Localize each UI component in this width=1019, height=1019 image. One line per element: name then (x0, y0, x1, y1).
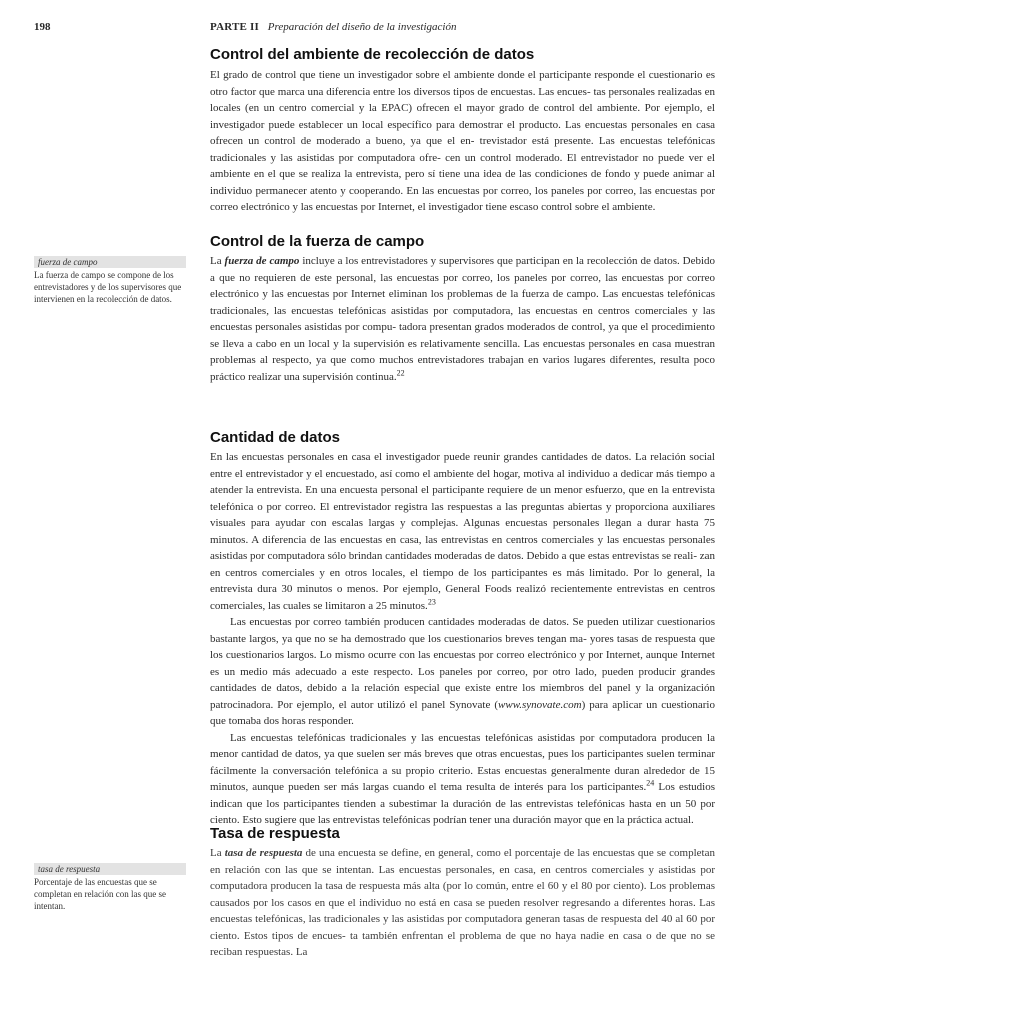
paragraph-text: Los estudios indican que los participantes tienden a subestimar la duración de las entrevistas telefónicas hasta en un 50 por ciento. Esto sugiere que las entrevistas telefónicas podrían tener una duración mayor que en la práctica actual. (210, 781, 716, 826)
margin-note-tasa-de-respuesta (34, 863, 186, 912)
paragraph-text: ) para aplicar un cuestionario que tomaba dos horas responder. (210, 698, 715, 727)
paragraph-text: Las encuestas telefónicas tradicionales y las encuestas telefónicas asistidas por computadora producen la menor cantidad de datos, ya que suelen ser más breves que otras encuestas, pues los participantes suelen terminar fácilmente la conversación telefónica a su propio criterio. Estas encuestas generalmente duran alrededor de 15 minutos, aunque pueden ser más largas cuando el tema resulta de interés para los participantes. (210, 731, 715, 793)
footnote-ref: 24 (646, 778, 655, 788)
section-heading-cantidad-datos: Cantidad de datos (210, 429, 341, 446)
paragraph (210, 253, 715, 385)
margin-note-fuerza-de-campo (34, 256, 186, 305)
paragraph (210, 730, 715, 829)
section-body-fuerza-campo (210, 253, 715, 385)
section-body-tasa-respuesta (210, 845, 715, 961)
section-heading-fuerza-campo: Control de la fuerza de campo (210, 233, 425, 250)
web-url: www.synovate.com (498, 698, 582, 711)
margin-note-term: tasa de respuesta (34, 863, 186, 875)
key-term: tasa de respuesta (224, 847, 303, 859)
section-heading-tasa-respuesta: Tasa de respuesta (210, 825, 340, 842)
lead-word: La (210, 255, 222, 267)
margin-note-definition: Porcentaje de las encuestas que se completan en relación con las que se intentan. (34, 877, 166, 911)
paragraph-text: de una encuesta se define, en general, como el porcentaje de las encuestas que se completan en relación con las que se intentan. Las encuestas personales, en casa, en centros comerciales y asistidas por computadora producen la tasa de respuesta más alta (por lo común, entre el 60 y el 80 por ciento). Los problemas causados por los casos en que el individuo no está en casa se pueden resolver regresando a diferentes horas. Las encuestas telefónicas, las tradicionales y las asistidas por computadora generan tasas de respuesta del 40 al 60 por ciento. Estos tipos de encues- ta también enfrentan el problema de que no haya nadie en casa o de que no se reciban respuestas. La (210, 847, 715, 958)
footnote-ref: 23 (427, 596, 436, 606)
chapter-title: Preparación del diseño de la investigación (267, 21, 457, 33)
paragraph (210, 614, 715, 730)
paragraph-text: incluye a los entrevistadores y supervisores que participan en la recolección de datos. Debido a que no requieren de este personal, las encuestas por correo, los paneles por correo, las encuestas por correo electrónico y las encuestas por Internet eliminan los problemas de la fuerza de campo. Las encuestas telefónicas tradicionales, las encuestas telefónicas asistidas por computadora, las encuestas en centros comerciales y las encuestas personales asistidas por compu- tadora presentan grados moderados de control, ya que el procedimiento se lleva a cabo en un local y la supervisión es relativamente sencilla. Las encuestas personales en casa muestran problemas al respecto, ya que como muchos entrevistadores trabajan en varios lugares diferentes, resulta poco práctico realizar una supervisión continua. (210, 255, 716, 383)
paragraph: El grado de control que tiene un investigador sobre el ambiente donde el participante responde el cuestionario es otro factor que marca una diferencia entre los diversos tipos de encuestas. Las encues- tas personales realizadas en locales (en un centro comercial y la EPAC) ofrecen el mayor grado de control del ambiente. Por ejemplo, el investigador puede establecer un local específico para demostrar el producto. Las encuestas personales en casa ofrecen un control de moderado a bueno, ya que el en- trevistador está presente. Las encuestas telefónicas tradicionales y las asistidas por computadora ofre- cen un control moderado. El entrevistador no puede ver el ambiente en el que se realiza la entrevista, pero sí tiene una idea de las condiciones de fondo y puede animar al individuo permanecer atento y cooperando. En las encuestas por correo, los paneles por correo, las encuestas por correo electrónico y las encuestas por Internet, el investigador tiene escaso control sobre el ambiente. (210, 69, 715, 213)
running-head (210, 21, 456, 33)
page-number: 198 (34, 21, 51, 33)
section-body-cantidad-datos (210, 449, 715, 829)
key-term: fuerza de campo (224, 255, 300, 267)
section-heading-control-ambiente: Control del ambiente de recolección de datos (210, 46, 535, 63)
paragraph-text: Las encuestas por correo también producen cantidades moderadas de datos. Se pueden utilizar cuestionarios bastante largos, ya que no se ha demostrado que los cuestionarios breves tengan ma- yores tasas de respuesta que los cuestionarios largos. Lo mismo ocurre con las encuestas por correo electrónico y por Internet, aunque Internet es un medio más adecuado a este respecto. Los paneles por correo, por otro lado, pueden producir grandes cantidades de datos, debido a la relación especial que existe entre los miembros del panel y la organización patrocinadora. Por ejemplo, el autor utilizó el panel Synovate ( (210, 616, 715, 711)
paragraph-text: En las encuestas personales en casa el investigador puede reunir grandes cantidades de datos. La relación social entre el entrevistador y el encuestado, así como el ambiente del hogar, motiva al individuo a dedicar más tiempo a atender la entrevista. En una encuesta personal el participante requiere de un menor esfuerzo, que en la entrevista telefónica o por correo. El entrevistador registra las respuestas a las preguntas abiertas y proporciona auxiliares visuales para ayudar con escalas largas y complejas. Algunas encuestas personales llegan a durar hasta 75 minutos. A diferencia de las encuestas en casa, las entrevistas en centros comerciales y las encuestas personales asistidas por computadora sólo brindan cantidades moderadas de datos. Debido a que estas entrevistas se reali- zan en centros comerciales y en otros locales, el tiempo de los participantes es más limitado. Por lo general, la entrevista dura 30 minutos o menos. Por ejemplo, General Foods realizó recientemente entrevistas en centros comerciales, las cuales se limitaron a 25 minutos. (210, 451, 715, 612)
paragraph (210, 845, 715, 961)
section-body-control-ambiente (210, 67, 715, 216)
paragraph (210, 449, 715, 614)
lead-word: La (210, 847, 222, 859)
footnote-ref: 22 (396, 367, 405, 377)
margin-note-definition: La fuerza de campo se compone de los entrevistadores y de los supervisores que intervienen en la recolección de datos. (34, 270, 182, 304)
part-label: PARTE II (210, 21, 259, 33)
margin-note-term: fuerza de campo (34, 256, 186, 268)
